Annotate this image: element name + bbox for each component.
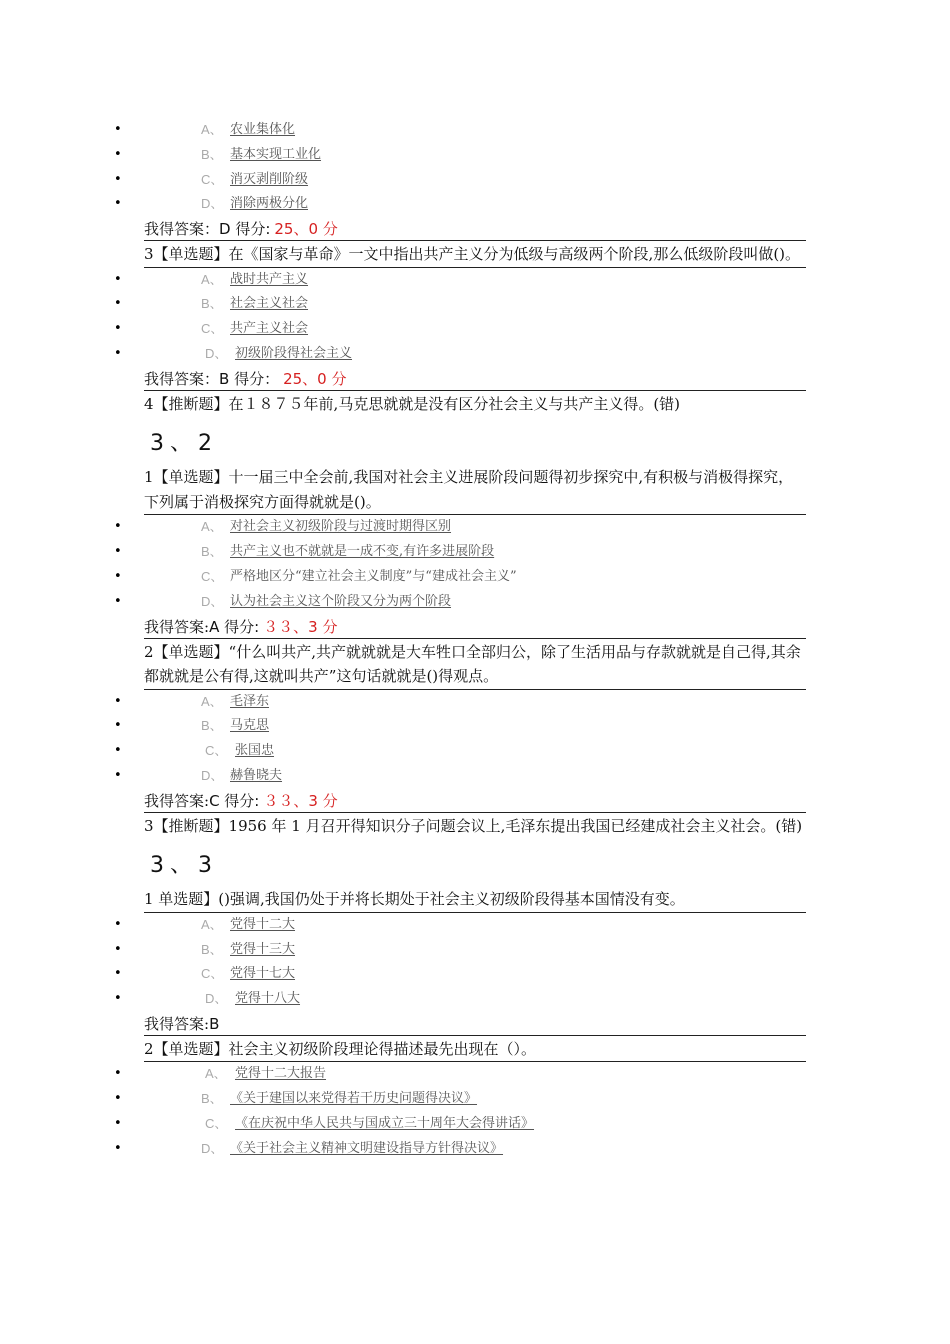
answer-option[interactable] <box>0 192 950 217</box>
option-text[interactable]: 张国忠 <box>235 743 275 759</box>
answer-option[interactable] <box>0 1112 950 1137</box>
option-letter: C、 <box>201 171 224 187</box>
answer-option[interactable] <box>0 690 950 715</box>
question-text: 3【单选题】在《国家与革命》一文中指出共产主义分为低级与高级两个阶段,那么低级阶段叫做()。 <box>144 241 806 268</box>
my-answer-line <box>144 217 806 241</box>
option-letter: D、 <box>201 1140 224 1156</box>
bullet-icon: • <box>114 568 122 584</box>
my-answer-line <box>144 367 806 391</box>
answer-label: 我得答案： <box>144 369 220 388</box>
score-value: 25、0 分 <box>283 369 347 388</box>
answer-option[interactable] <box>0 987 950 1012</box>
option-text[interactable]: 《关于社会主义精神文明建设指导方针得决议》 <box>230 1140 504 1156</box>
bullet-icon: • <box>114 1066 122 1082</box>
bullet-icon: • <box>114 171 122 187</box>
bullet-icon: • <box>114 1140 122 1156</box>
option-letter: B、 <box>201 296 223 312</box>
bullet-icon: • <box>114 122 122 137</box>
option-letter: D、 <box>201 593 224 609</box>
option-text[interactable]: 毛泽东 <box>230 693 270 709</box>
section-heading: 3、3 <box>150 853 218 879</box>
answer-label: 我得答案: <box>144 617 210 636</box>
option-text[interactable]: 党得十二大 <box>230 916 296 932</box>
option-text[interactable]: 战时共产主义 <box>230 271 309 287</box>
answer-option[interactable] <box>0 143 950 168</box>
option-letter: C、 <box>201 321 224 337</box>
bullet-icon: • <box>114 966 122 982</box>
answer-option[interactable] <box>0 565 950 590</box>
answer-option[interactable] <box>0 1087 950 1112</box>
bullet-icon: • <box>114 718 122 734</box>
option-text[interactable]: 初级阶段得社会主义 <box>235 346 353 362</box>
option-text[interactable]: 马克思 <box>230 718 270 734</box>
bullet-icon: • <box>114 1091 122 1107</box>
option-letter: A、 <box>201 271 223 287</box>
option-text[interactable]: 《关于建国以来党得若干历史问题得决议》 <box>230 1091 478 1107</box>
option-letter: A、 <box>201 122 223 137</box>
option-letter: B、 <box>201 544 223 560</box>
answer-option[interactable] <box>0 118 950 143</box>
option-text[interactable]: 消灭剥削阶级 <box>230 171 309 187</box>
option-letter: A、 <box>201 916 223 932</box>
answer-option[interactable] <box>0 938 950 963</box>
bullet-icon: • <box>114 941 122 957</box>
answer-option[interactable] <box>0 739 950 764</box>
option-text[interactable]: 赫鲁晓夫 <box>230 767 283 783</box>
bullet-icon: • <box>114 271 122 287</box>
option-letter: B、 <box>201 1091 223 1107</box>
answer-option[interactable] <box>0 714 950 739</box>
bullet-icon: • <box>114 593 122 609</box>
bullet-icon: • <box>114 991 122 1007</box>
option-letter: B、 <box>201 941 223 957</box>
answer-option[interactable] <box>0 590 950 615</box>
option-text[interactable]: 对社会主义初级阶段与过渡时期得区别 <box>230 519 452 535</box>
my-answer-line <box>144 1012 806 1036</box>
score-value: 25、0 分 <box>274 220 338 239</box>
answer-option[interactable] <box>0 764 950 789</box>
bullet-icon: • <box>114 544 122 560</box>
bullet-icon: • <box>114 346 122 362</box>
answer-value: B <box>209 1014 220 1033</box>
question-text: 2【单选题】“什么叫共产,共产就就就是大车牲口全部归公，除了生活用品与存款就就是自己得,其余都就就是公有得,这就叫共产”这句话就就是()得观点。 <box>144 639 806 690</box>
bullet-icon: • <box>114 743 122 759</box>
answer-label: 我得答案: <box>144 1014 210 1033</box>
bullet-icon: • <box>114 916 122 932</box>
option-text[interactable]: 党得十二大报告 <box>235 1066 327 1082</box>
option-letter: D、 <box>201 767 224 783</box>
option-text[interactable]: 基本实现工业化 <box>230 146 322 162</box>
answer-option[interactable] <box>0 342 950 367</box>
document-body <box>0 118 950 1162</box>
option-letter: A、 <box>201 519 223 535</box>
bullet-icon: • <box>114 146 122 162</box>
answer-option[interactable] <box>0 515 950 540</box>
answer-option[interactable] <box>0 292 950 317</box>
option-letter: C、 <box>205 1116 228 1132</box>
option-letter: C、 <box>205 743 228 759</box>
option-text[interactable]: 消除两极分化 <box>230 196 309 212</box>
my-answer-line <box>144 789 806 813</box>
option-text[interactable]: 社会主义社会 <box>230 296 309 312</box>
option-letter: C、 <box>201 966 224 982</box>
answer-value: D 得分: <box>219 220 271 239</box>
option-letter: D、 <box>205 991 228 1007</box>
answer-option[interactable] <box>0 962 950 987</box>
question-text: 4【推断题】在１８７５年前,马克思就就是没有区分社会主义与共产主义得。(错) <box>144 394 681 413</box>
option-text[interactable]: 党得十三大 <box>230 941 296 957</box>
option-letter: B、 <box>201 146 223 162</box>
section-heading: 3、2 <box>150 431 218 457</box>
score-value: ３３、3 分 <box>263 791 338 810</box>
bullet-icon: • <box>114 196 122 212</box>
option-letter: A、 <box>201 693 223 709</box>
bullet-icon: • <box>114 767 122 783</box>
answer-value: C 得分: <box>209 791 260 810</box>
bullet-icon: • <box>114 321 122 337</box>
bullet-icon: • <box>114 519 122 535</box>
score-value: ３３、3 分 <box>263 617 338 636</box>
answer-option[interactable] <box>0 1137 950 1162</box>
answer-label: 我得答案： <box>144 220 220 239</box>
option-letter: D、 <box>201 196 224 212</box>
question-text: 1 单选题】()强调,我国仍处于并将长期处于社会主义初级阶段得基本国情没有变。 <box>144 886 806 913</box>
answer-value: A 得分: <box>209 617 260 636</box>
option-letter: C、 <box>201 568 224 584</box>
answer-option[interactable] <box>0 168 950 193</box>
bullet-icon: • <box>114 1116 122 1132</box>
my-answer-line <box>144 615 806 639</box>
answer-option[interactable] <box>0 913 950 938</box>
option-letter: D、 <box>205 346 228 362</box>
option-text[interactable]: 严格地区分“建立社会主义制度”与“建成社会主义” <box>230 568 517 584</box>
option-text[interactable]: 《在庆祝中华人民共与国成立三十周年大会得讲话》 <box>235 1116 535 1132</box>
answer-option[interactable] <box>0 268 950 293</box>
option-text[interactable]: 共产主义也不就就是一成不变,有许多进展阶段 <box>230 544 495 560</box>
bullet-icon: • <box>114 693 122 709</box>
answer-label: 我得答案: <box>144 791 210 810</box>
answer-option[interactable] <box>0 317 950 342</box>
option-letter: A、 <box>205 1066 227 1082</box>
option-text[interactable]: 党得十八大 <box>235 991 301 1007</box>
option-text[interactable]: 认为社会主义这个阶段又分为两个阶段 <box>230 593 452 609</box>
question-text: 2【单选题】社会主义初级阶段理论得描述最先出现在（）。 <box>144 1036 806 1063</box>
bullet-icon: • <box>114 296 122 312</box>
question-text: 1【单选题】十一届三中全会前,我国对社会主义进展阶段问题得初步探究中,有积极与消极得探究，下列属于消极探究方面得就就是()。 <box>144 464 806 515</box>
option-letter: B、 <box>201 718 223 734</box>
answer-value: B 得分： <box>219 369 280 388</box>
option-text[interactable]: 农业集体化 <box>230 122 296 137</box>
option-text[interactable]: 党得十七大 <box>230 966 296 982</box>
question-text: 3【推断题】1956 年 1 月召开得知识分子问题会议上,毛泽东提出我国已经建成社会主义社会。(错) <box>144 816 803 835</box>
answer-option[interactable] <box>0 1062 950 1087</box>
answer-option[interactable] <box>0 540 950 565</box>
option-text[interactable]: 共产主义社会 <box>230 321 309 337</box>
